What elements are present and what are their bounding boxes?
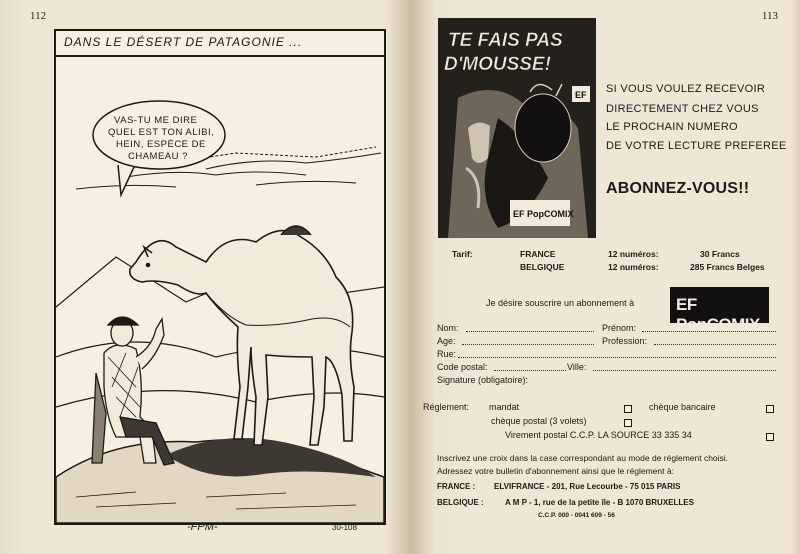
- ville-label: Ville:: [567, 362, 587, 372]
- comic-illustration: [56, 57, 384, 523]
- profession-field[interactable]: [654, 344, 776, 345]
- cover-artwork: [438, 18, 596, 238]
- signature-label: Signature (obligatoire):: [437, 375, 529, 385]
- france-address: ELVIFRANCE - 201, Rue Lecourbe - 75 015 PARIS: [494, 482, 681, 491]
- comic-panel: [54, 29, 386, 525]
- tarif-issues-france: 12 numéros:: [608, 249, 659, 259]
- tarif-country-france: FRANCE: [520, 249, 556, 259]
- age-field[interactable]: [462, 344, 594, 345]
- call-to-action: ABONNEZ-VOUS!!: [606, 180, 750, 197]
- instruction-note-1: Inscrivez une croix dans la case correspondant au mode de réglement choisi.: [437, 453, 729, 463]
- bubble-line-2: QUEL EST TON ALIBI,: [108, 127, 215, 138]
- age-label: Age:: [437, 336, 456, 346]
- bubble-line-1: VAS-TU ME DIRE: [114, 115, 198, 126]
- panel-reference: 30-108: [332, 523, 357, 532]
- prenom-label: Prénom:: [602, 323, 637, 333]
- tarif-issues-belgique: 12 numéros:: [608, 262, 659, 272]
- panel-caption: DANS LE DÉSERT DE PATAGONIE ...: [64, 35, 303, 49]
- france-address-label: FRANCE :: [437, 482, 476, 491]
- comic-cover-thumbnail: [438, 18, 596, 238]
- panel-caption-box: [56, 31, 384, 57]
- sand-dune: [56, 438, 384, 523]
- tarif-price-france: 30 Francs: [700, 249, 740, 259]
- cover-title-line-1: TE FAIS PAS: [448, 30, 563, 51]
- virement-label: Virement postal C.C.P. LA SOURCE 33 335 34: [505, 430, 692, 440]
- tarif-country-belgique: BELGIQUE: [520, 262, 565, 272]
- cheque-postal-checkbox[interactable]: [624, 419, 632, 427]
- pitch-line-1: SI VOUS VOULEZ RECEVOIR: [606, 83, 766, 95]
- reglement-label: Réglement:: [423, 402, 470, 412]
- cheque-bancaire-label: chèque bancaire: [649, 402, 716, 412]
- cover-title-line-2: D'MOUSSE!: [444, 54, 551, 75]
- rue-field[interactable]: [458, 357, 776, 358]
- pitch-line-3: LE PROCHAIN NUMERO: [606, 121, 738, 133]
- artist-signature: -FPM-: [187, 521, 218, 533]
- profession-label: Profession:: [602, 336, 648, 346]
- left-page-number: 112: [30, 10, 47, 22]
- ccp-number: C.C.P. 000 - 0041 609 - 56: [538, 512, 615, 519]
- virement-checkbox[interactable]: [766, 433, 774, 441]
- nom-field[interactable]: [466, 331, 594, 332]
- tarif-price-belgique: 285 Francs Belges: [690, 262, 765, 272]
- right-page-number: 113: [761, 10, 778, 22]
- mandat-checkbox[interactable]: [624, 405, 632, 413]
- speech-bubble: [93, 101, 225, 195]
- rue-label: Rue:: [437, 349, 457, 359]
- cheque-bancaire-checkbox[interactable]: [766, 405, 774, 413]
- subscribe-text: Je désire souscrire un abonnement à: [486, 298, 635, 308]
- efpopcomix-logo-text: EF PopCOMIX: [676, 295, 760, 334]
- cheque-postal-label: chèque postal (3 volets): [491, 416, 587, 426]
- cover-badge: EF: [575, 90, 587, 100]
- cover-logo: EF PopCOMIX: [513, 209, 574, 219]
- ville-field[interactable]: [593, 370, 776, 371]
- nom-label: Nom:: [437, 323, 459, 333]
- code-postal-label: Code postal:: [437, 362, 488, 372]
- instruction-note-2: Adressez votre bulletin d'abonnement ainsi que le réglement à:: [437, 466, 674, 476]
- belgique-address-label: BELGIQUE :: [437, 498, 484, 507]
- code-postal-field[interactable]: [494, 370, 566, 371]
- efpopcomix-logo: [670, 287, 769, 334]
- pitch-line-4: DE VOTRE LECTURE PREFEREE: [606, 140, 787, 152]
- bubble-line-4: CHAMEAU ?: [128, 151, 188, 162]
- prenom-field[interactable]: [642, 331, 776, 332]
- bubble-line-3: HEIN, ESPÈCE DE: [116, 139, 206, 150]
- belgique-address: A M P - 1, rue de la petite île - B 1070 BRUXELLES: [505, 498, 694, 507]
- tarif-label: Tarif:: [452, 249, 473, 259]
- mandat-label: mandat: [489, 402, 520, 412]
- pitch-line-2: DIRECTEMENT CHEZ VOUS: [606, 103, 759, 115]
